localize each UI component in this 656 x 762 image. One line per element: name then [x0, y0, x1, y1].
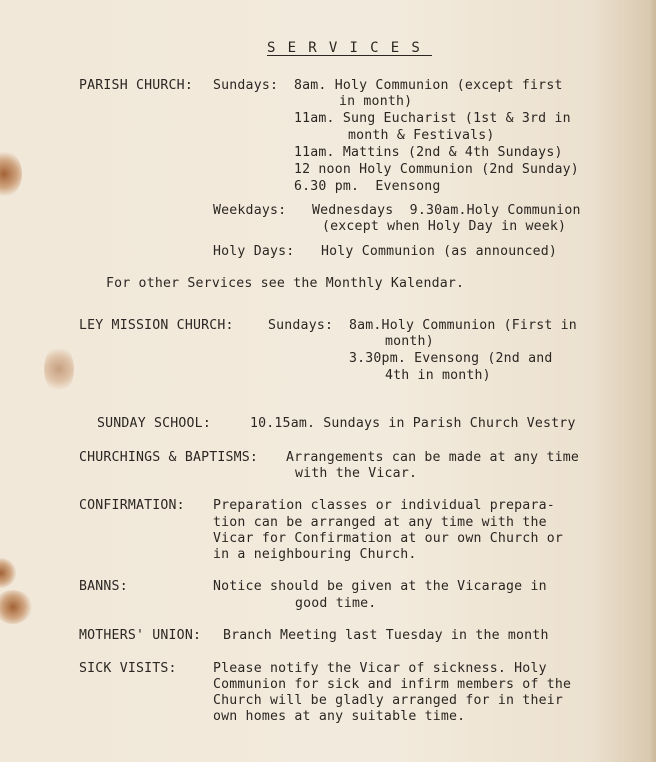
parish-sunday-line: in month): [339, 94, 413, 109]
parish-sunday-line: 6.30 pm. Evensong: [294, 179, 441, 194]
parish-weekday-line: (except when Holy Day in week): [322, 219, 567, 234]
parish-sunday-line: 11am. Mattins (2nd & 4th Sundays): [294, 145, 563, 160]
ley-sundays-label: Sundays:: [268, 318, 334, 333]
sick-visits-line: Please notify the Vicar of sickness. Holy: [213, 661, 547, 676]
parish-sunday-line: month & Festivals): [348, 128, 495, 143]
banns-label: BANNS:: [79, 579, 128, 594]
page-title: SERVICES: [267, 40, 433, 56]
sick-visits-line: Communion for sick and infirm members of the: [213, 677, 572, 692]
parish-weekdays-label: Weekdays:: [213, 203, 287, 218]
churchings-line: with the Vicar.: [295, 466, 418, 481]
parish-holydays-text: Holy Communion (as announced): [321, 244, 558, 259]
sick-visits-line: own homes at any suitable time.: [213, 709, 466, 724]
parish-holydays-label: Holy Days:: [213, 244, 295, 259]
ley-sunday-line: 8am.Holy Communion (First in: [349, 318, 577, 333]
sunday-school-label: SUNDAY SCHOOL:: [97, 416, 211, 431]
other-services-note: For other Services see the Monthly Kalendar.: [106, 276, 465, 291]
rust-stain: [0, 558, 16, 588]
ley-sunday-line: month): [385, 334, 434, 349]
mothers-union-label: MOTHERS' UNION:: [79, 628, 202, 643]
confirmation-line: in a neighbouring Church.: [213, 547, 417, 562]
ley-sunday-line: 3.30pm. Evensong (2nd and: [349, 351, 553, 366]
rust-stain: [44, 345, 74, 393]
rust-stain: [0, 590, 32, 624]
parish-weekday-line: Wednesdays 9.30am.Holy Communion: [312, 203, 581, 218]
churchings-label: CHURCHINGS & BAPTISMS:: [79, 450, 259, 465]
ley-mission-label: LEY MISSION CHURCH:: [79, 318, 234, 333]
sick-visits-line: Church will be gladly arranged for in their: [213, 693, 564, 708]
parish-sunday-line: 11am. Sung Eucharist (1st & 3rd in: [294, 111, 571, 126]
parish-sunday-line: 8am. Holy Communion (except first: [294, 78, 563, 93]
confirmation-line: Vicar for Confirmation at our own Church or: [213, 531, 564, 546]
parish-sundays-label: Sundays:: [213, 78, 279, 93]
confirmation-line: Preparation classes or individual prepara-: [213, 498, 555, 513]
parish-sunday-line: 12 noon Holy Communion (2nd Sunday): [294, 162, 579, 177]
mothers-union-text: Branch Meeting last Tuesday in the month: [223, 628, 549, 643]
parish-church-label: PARISH CHURCH:: [79, 78, 193, 93]
confirmation-label: CONFIRMATION:: [79, 498, 185, 513]
sick-visits-label: SICK VISITS:: [79, 661, 177, 676]
churchings-line: Arrangements can be made at any time: [286, 450, 580, 465]
confirmation-line: tion can be arranged at any time with the: [213, 515, 547, 530]
banns-line: good time.: [295, 596, 377, 611]
rust-stain: [0, 150, 22, 198]
sunday-school-text: 10.15am. Sundays in Parish Church Vestry: [250, 416, 576, 431]
banns-line: Notice should be given at the Vicarage in: [213, 579, 547, 594]
ley-sunday-line: 4th in month): [385, 368, 491, 383]
